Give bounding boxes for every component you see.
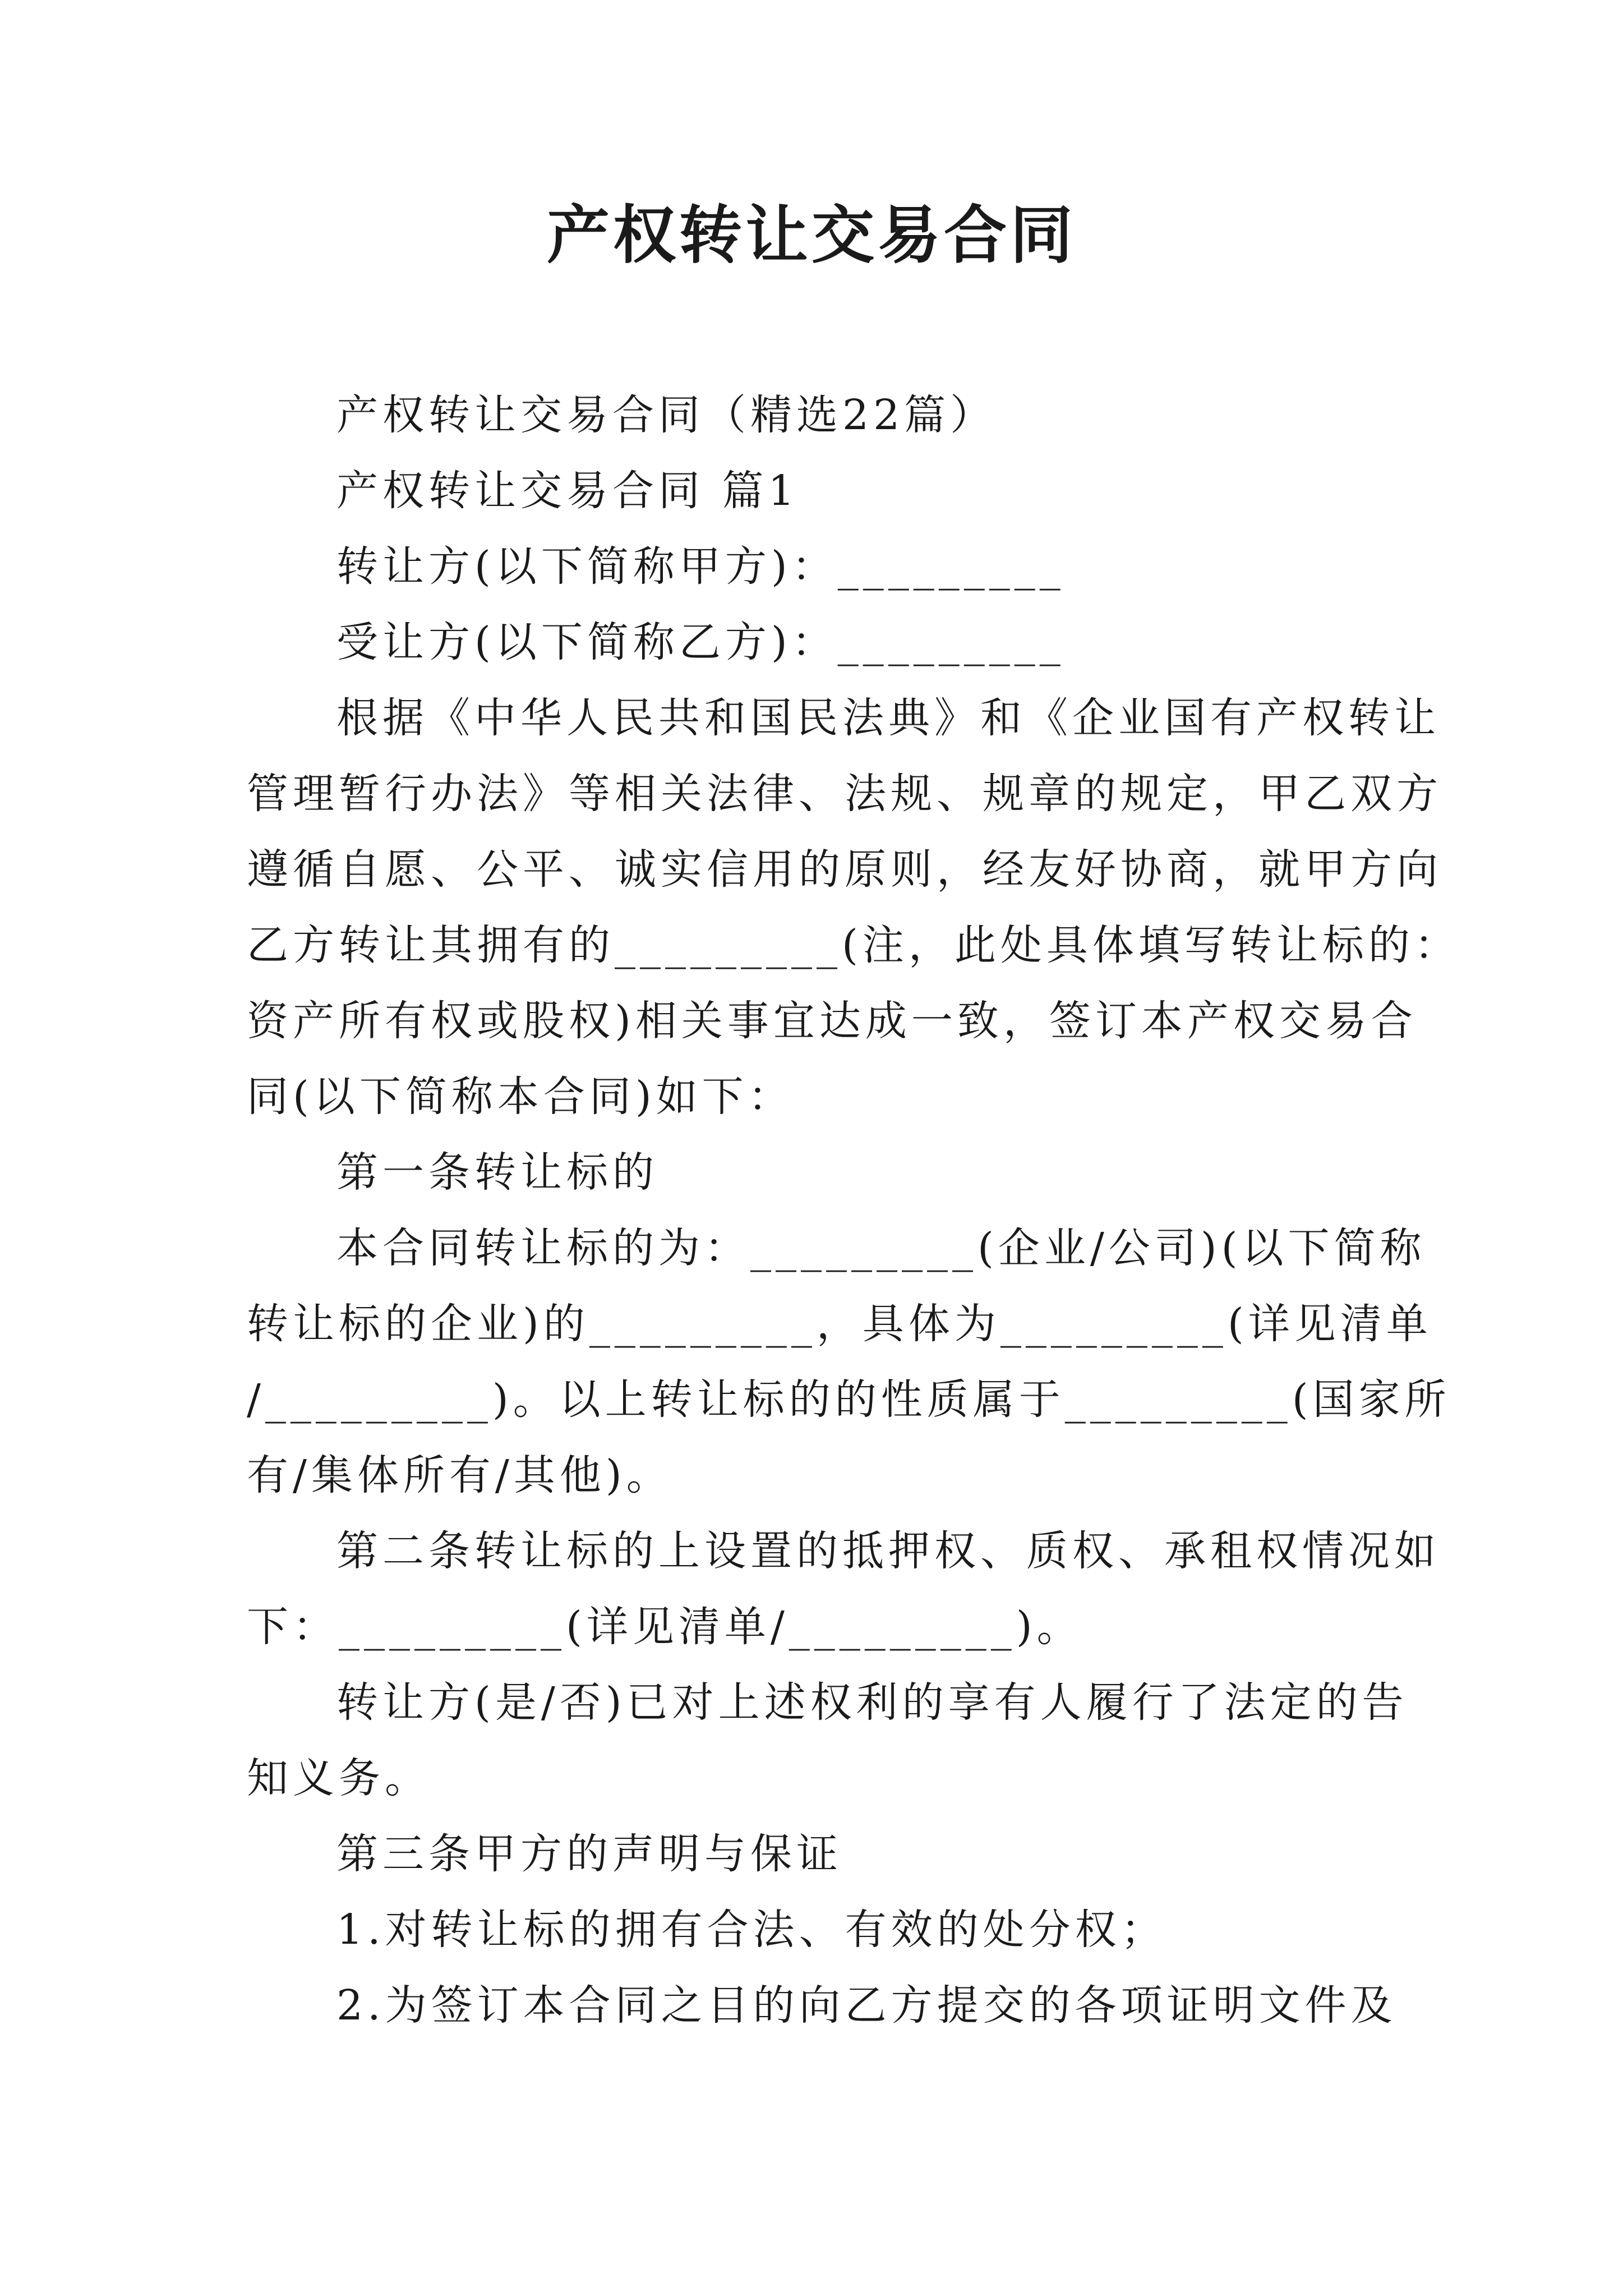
paragraph-line: 第二条转让标的上设置的抵押权、质权、承租权情况如	[336, 1527, 1440, 1575]
paragraph-line: 同(以下简称本合同)如下：	[247, 1073, 794, 1121]
paragraph-line: 知义务。	[247, 1754, 431, 1802]
paragraph-line: 乙方转让其拥有的_________(注，此处具体填写转让标的：	[247, 921, 1460, 969]
list-item: 1.对转让标的拥有合法、有效的处分权；	[336, 1906, 1167, 1954]
paragraph-line: 根据《中华人民共和国民法典》和《企业国有产权转让	[336, 694, 1440, 742]
subtitle-line: 产权转让交易合同（精选22篇）	[336, 391, 997, 439]
article-heading: 第三条甲方的声明与保证	[336, 1830, 842, 1878]
paragraph-line: 管理暂行办法》等相关法律、法规、规章的规定，甲乙双方	[247, 770, 1442, 818]
article-heading: 第一条转让标的	[336, 1148, 658, 1197]
list-item: 2.为签订本合同之目的向乙方提交的各项证明文件及	[336, 1981, 1397, 2030]
transferee-line: 受让方(以下简称乙方)：_________	[336, 618, 1065, 666]
paragraph-line: 有/集体所有/其他)。	[247, 1451, 672, 1499]
paragraph-line: 遵循自愿、公平、诚实信用的原则，经友好协商，就甲方向	[247, 845, 1442, 894]
section-heading: 产权转让交易合同 篇1	[336, 467, 799, 515]
paragraph-line: 转让方(是/否)已对上述权利的享有人履行了法定的告	[336, 1678, 1408, 1727]
paragraph-line: /_________)。以上转让标的的性质属于_________(国家所	[247, 1375, 1451, 1424]
paragraph-line: 资产所有权或股权)相关事宜达成一致，签订本产权交易合	[247, 997, 1417, 1045]
transferor-line: 转让方(以下简称甲方)：_________	[336, 542, 1065, 591]
paragraph-line: 本合同转让标的为：_________(企业/公司)(以下简称	[336, 1224, 1426, 1272]
document-title: 产权转让交易合同	[547, 199, 1076, 272]
paragraph-line: 下：_________(详见清单/_________)。	[247, 1603, 1083, 1651]
paragraph-line: 转让标的企业)的_________，具体为_________(详见清单	[247, 1300, 1432, 1348]
